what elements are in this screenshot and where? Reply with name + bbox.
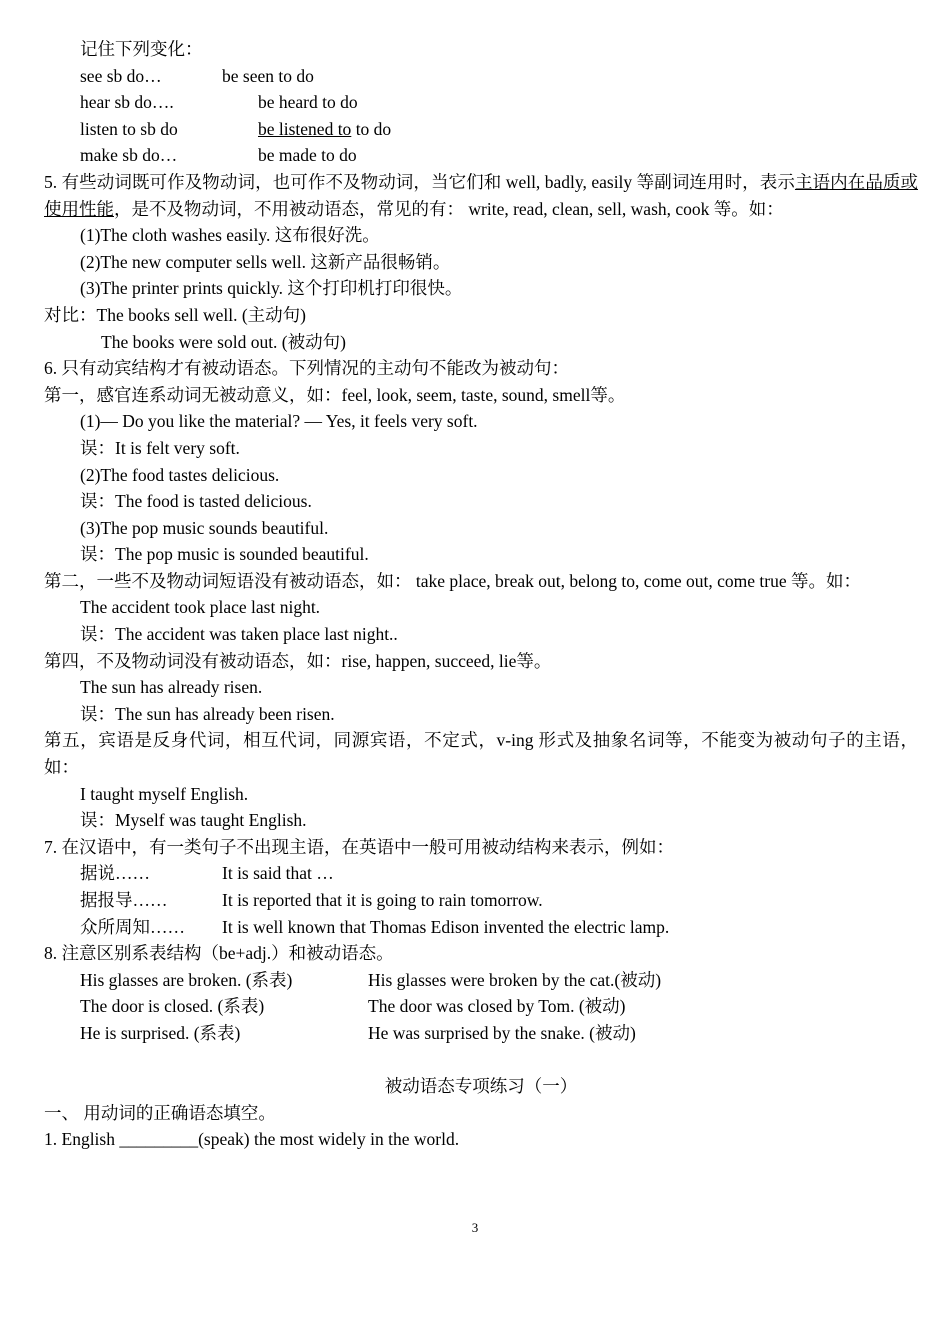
example-line: The accident took place last night.: [80, 597, 321, 618]
example-line: (1)— Do you like the material? — Yes, it feels very soft.: [80, 411, 478, 432]
spacer: [44, 1047, 918, 1074]
exercise-heading: 一、 用动词的正确语态填空。: [44, 1102, 276, 1123]
text-line: [44, 89, 918, 116]
wrong-example: 误：It is felt very soft.: [80, 437, 240, 458]
paragraph-6: 6. 只有动宾结构才有被动语态。下列情况的主动句不能改为被动句：: [44, 358, 569, 379]
example-line: (3)The printer prints quickly. 这个打印机打印很快。: [80, 278, 463, 299]
compare-line: The books were sold out. (被动句): [101, 331, 346, 352]
chinese-phrase: 据说……: [80, 863, 150, 884]
text-line: 记住下列变化：: [80, 39, 203, 59]
wrong-example: 误：The accident was taken place last night..: [80, 624, 398, 645]
paragraph-text: 5. 有些动词既可作及物动词，也可作不及物动词，当它们和 well, badly, easily 等副词连用时，表示: [44, 171, 795, 192]
active-form: hear sb do….: [80, 92, 174, 113]
text-line: [44, 142, 918, 169]
text-line: [44, 63, 918, 90]
example-line: The sun has already risen.: [80, 677, 263, 698]
underlined-phrase: 主语内在品质或使用性能: [44, 171, 918, 219]
passive-example: His glasses were broken by the cat.(被动): [368, 969, 662, 990]
passive-form-underlined: be listened to: [258, 118, 352, 139]
wrong-example: 误：The food is tasted delicious.: [80, 491, 312, 512]
example-line: I taught myself English.: [80, 783, 249, 804]
compare-line: 对比：The books sell well. (主动句): [44, 304, 306, 325]
english-phrase: It is said that …: [222, 863, 334, 884]
exercise-question: 1. English _________(speak) the most widely in the world.: [44, 1129, 460, 1150]
active-form: listen to sb do: [80, 118, 178, 139]
active-form: see sb do…: [80, 65, 162, 86]
page-number: 3: [471, 1220, 479, 1235]
english-phrase: It is reported that it is going to rain tomorrow.: [222, 890, 543, 910]
example-line: [44, 887, 918, 914]
document-page: [44, 36, 918, 1153]
passive-example: He was surprised by the snake. (被动): [368, 1022, 636, 1043]
example-line: (2)The food tastes delicious.: [80, 464, 280, 485]
passive-form-rest: to do: [351, 118, 392, 139]
example-line: [44, 914, 918, 941]
active-form: make sb do…: [80, 145, 178, 166]
linking-example: His glasses are broken. (系表): [80, 969, 293, 990]
example-line: [44, 967, 918, 994]
wrong-example: 误：The pop music is sounded beautiful.: [80, 544, 369, 565]
passive-example: The door was closed by Tom. (被动): [368, 996, 626, 1017]
example-line: (2)The new computer sells well. 这新产品很畅销。: [80, 251, 451, 272]
paragraph-8: 8. 注意区别系表结构（be+adj.）和被动语态。: [44, 943, 394, 964]
passive-form: be seen to do: [222, 65, 314, 86]
passive-form: be made to do: [258, 145, 357, 166]
passive-form: be heard to do: [258, 92, 358, 113]
point-line: 第二，一些不及物动词短语没有被动语态，如： take place, break out, belong to, come out, come true 等。如：: [44, 570, 862, 591]
wrong-example: 误：The sun has already been risen.: [80, 703, 335, 724]
paragraph-5: [44, 169, 918, 222]
example-line: [44, 993, 918, 1020]
example-line: [44, 1020, 918, 1047]
point-line: 第五，宾语是反身代词，相互代词，同源宾语，不定式，v-ing 形式及抽象名词等，不能变为被动句子的主语，如：: [44, 730, 918, 778]
section-title: 被动语态专项练习（一）: [384, 1076, 578, 1097]
point-line: 第一，感官连系动词无被动意义，如：feel, look, seem, taste, sound, smell等。: [44, 384, 626, 405]
example-line: (1)The cloth washes easily. 这布很好洗。: [80, 225, 380, 246]
point-line: 第四，不及物动词没有被动语态，如：rise, happen, succeed, lie等。: [44, 650, 552, 671]
linking-example: He is surprised. (系表): [80, 1022, 241, 1043]
chinese-phrase: 据报导……: [80, 890, 168, 910]
example-line: [44, 860, 918, 887]
example-line: (3)The pop music sounds beautiful.: [80, 517, 329, 538]
paragraph-text: ，是不及物动词，不用被动语态，常见的有： write, read, clean, sell, wash, cook 等。如：: [114, 198, 784, 219]
chinese-phrase: 众所周知……: [80, 916, 185, 937]
english-phrase: It is well known that Thomas Edison invented the electric lamp.: [222, 916, 670, 937]
linking-example: The door is closed. (系表): [80, 996, 265, 1017]
wrong-example: 误：Myself was taught English.: [80, 810, 307, 831]
paragraph-7: 7. 在汉语中，有一类句子不出现主语，在英语中一般可用被动结构来表示，例如：: [44, 836, 674, 857]
text-line: [44, 116, 918, 143]
